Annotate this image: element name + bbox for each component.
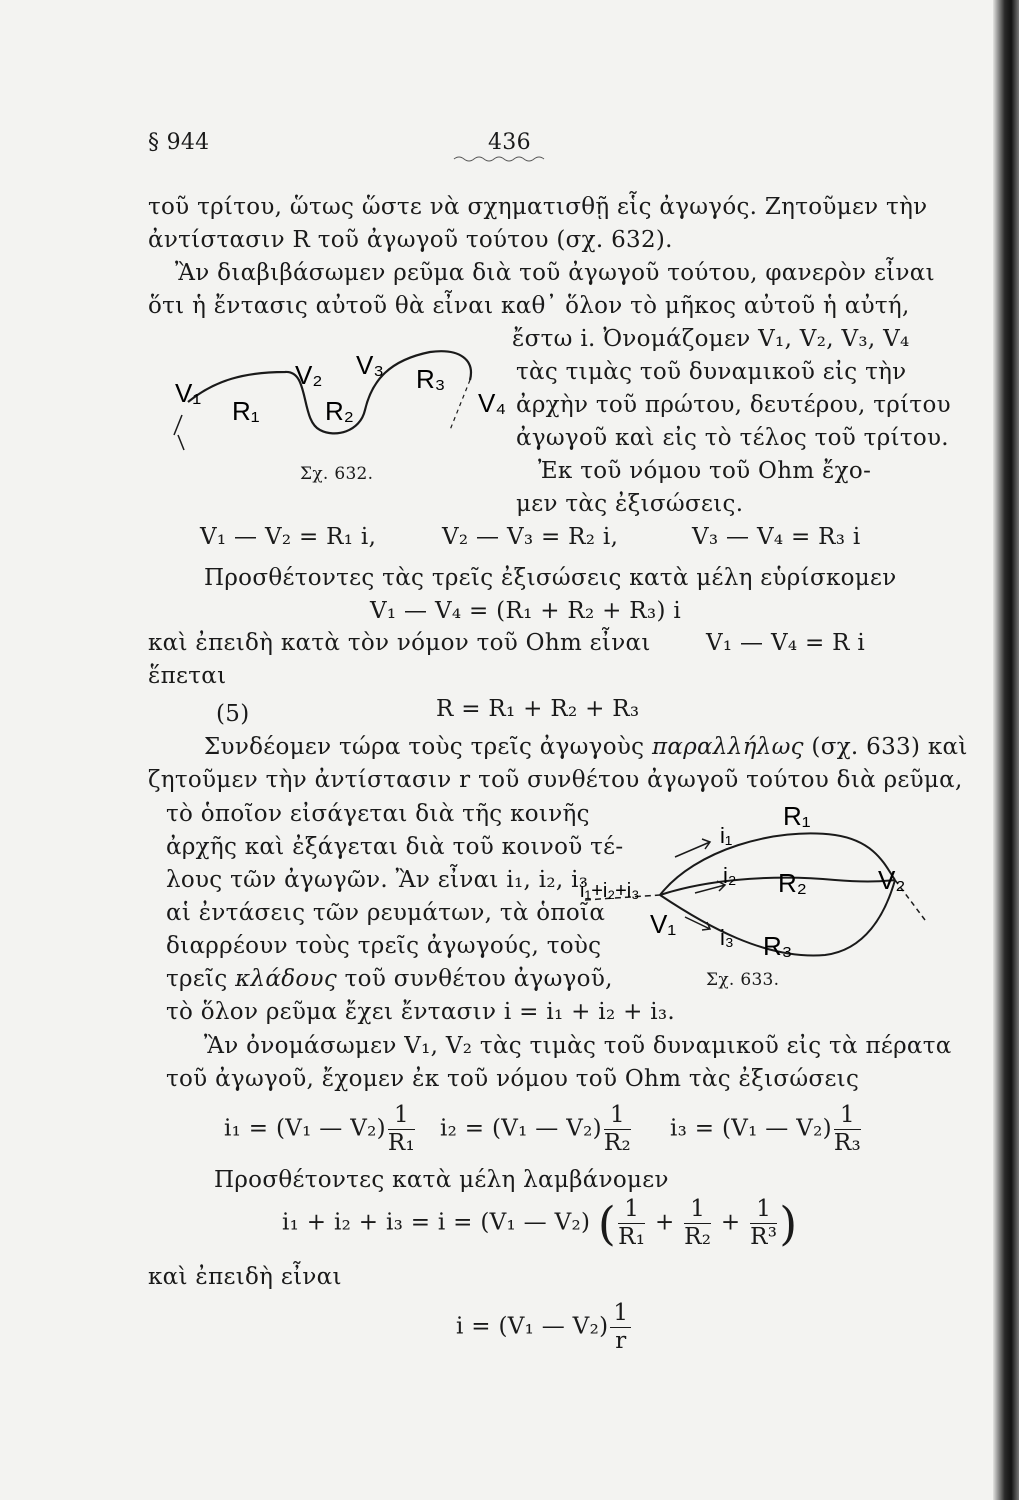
text-line: τοῦ τρίτου, ὥτως ὥστε νὰ σχηματισθῇ εἷς ἀγωγός. Ζητοῦμεν τὴν [148, 194, 928, 220]
equation: R = R₁ + R₂ + R₃ [436, 696, 640, 722]
fig633-label-r3: R₃ [763, 931, 793, 961]
fig633-label-v1: V₁ [650, 909, 677, 939]
text-line: λους τῶν ἀγωγῶν. Ἂν εἶναι i₁, i₂, i₃ [166, 867, 589, 893]
text-line: ἀντίστασιν R τοῦ ἀγωγοῦ τούτου (σχ. 632). [148, 227, 673, 253]
equation: V₁ — V₄ = R i [706, 630, 866, 656]
text-line: ἀρχῆς καὶ ἐξάγεται διὰ τοῦ κοινοῦ τέ- [166, 834, 624, 860]
text-line: μεν τὰς ἐξισώσεις. [516, 491, 744, 517]
text-line: καὶ ἐπειδὴ εἶναι [148, 1264, 342, 1290]
fig633-label-i2: i₂ [723, 863, 737, 888]
equation-sum: i₁ + i₂ + i₃ = i = (V₁ — V₂) ( $\frac{1}{\text{R₁}}$ + $\frac{1}{\text{R₂}}$ + $\frac{1}{\text{R³}}$ ) [282, 1196, 798, 1251]
fig632-label-r3: R₃ [416, 364, 446, 394]
fig632-label-r2: R₂ [325, 396, 354, 426]
fig633-label-i3: i₃ [720, 925, 734, 950]
fig633-label-v2: V₂ [878, 865, 906, 895]
fig633-label-r1: R₁ [783, 801, 811, 831]
figure-633-parallel-conductors [575, 795, 935, 975]
fig633-label-total-current: i₁+i₂+i₃ [580, 880, 640, 902]
emphasis: κλάδους [235, 966, 338, 992]
equation-final: i = (V₁ — V₂) $\frac{1}{r}$ [456, 1302, 633, 1353]
text-line: τὸ ὅλον ρεῦμα ἔχει ἔντασιν i = i₁ + i₂ + i₃. [166, 999, 676, 1025]
emphasis: παραλλήλως [651, 734, 804, 760]
page-number: 436 [488, 130, 531, 155]
equation-number: (5) [216, 701, 250, 727]
text-line: ἀρχὴν τοῦ πρώτου, δευτέρου, τρίτου [516, 392, 951, 418]
text-line: διαρρέουν τοὺς τρεῖς ἀγωγούς, τοὺς [166, 933, 602, 959]
equation: V₃ — V₄ = R₃ i [692, 524, 861, 550]
text-line: ἕπεται [148, 663, 227, 689]
text-line: Ἂν ὀνομάσωμεν V₁, V₂ τὰς τιμὰς τοῦ δυναμικοῦ εἰς τὰ πέρατα [204, 1033, 952, 1059]
text-line: τοῦ ἀγωγοῦ, ἔχομεν ἐκ τοῦ νόμου τοῦ Ohm τὰς ἐξισώσεις [166, 1066, 860, 1092]
fig633-label-i1: i₁ [720, 823, 733, 848]
fig633-label-r2: R₂ [778, 868, 807, 898]
text-line: Ἂν διαβιβάσωμεν ρεῦμα διὰ τοῦ ἀγωγοῦ τούτου, φανερὸν εἶναι [175, 260, 935, 286]
section-number: § 944 [148, 130, 210, 155]
fig632-label-v3: V₃ [356, 350, 384, 380]
text-line: ἔστω i. Ὀνομάζομεν V₁, V₂, V₃, V₄ [512, 326, 910, 352]
text-line: Προσθέτοντες κατὰ μέλη λαμβάνομεν [214, 1167, 669, 1193]
text-line: Προσθέτοντες τὰς τρεῖς ἐξισώσεις κατὰ μέλη εὑρίσκομεν [204, 565, 897, 591]
fig632-label-v1: V₁ [175, 378, 202, 408]
fig632-label-v4: V₄ [478, 388, 506, 418]
text-line: αἱ ἐντάσεις τῶν ρευμάτων, τὰ ὁποῖα [166, 900, 606, 926]
equation-i3: i₃ = (V₁ — V₂) $\frac{1}{\text{R₃}}$ [670, 1102, 862, 1156]
text-line: ὅτι ἡ ἔντασις αὐτοῦ θὰ εἶναι καθ᾽ ὅλον τὸ μῆκος αὐτοῦ ἡ αὐτή, [148, 293, 910, 319]
text-line: ζητοῦμεν τὴν ἀντίστασιν r τοῦ συνθέτου ἀγωγοῦ τούτου διὰ ρεῦμα, [148, 767, 963, 793]
text-line: καὶ ἐπειδὴ κατὰ τὸν νόμον τοῦ Ohm εἶναι [148, 630, 651, 656]
equation: V₂ — V₃ = R₂ i, [442, 524, 619, 550]
text-line: τὰς τιμὰς τοῦ δυναμικοῦ εἰς τὴν [516, 359, 907, 385]
header-ornament [452, 154, 552, 164]
figure-632-series-conductors [160, 340, 510, 460]
equation-i2: i₂ = (V₁ — V₂) $\frac{1}{\text{R₂}}$ [440, 1102, 632, 1156]
text-line: τὸ ὁποῖον εἰσάγεται διὰ τῆς κοινῆς [166, 801, 590, 827]
text-line: Ἐκ τοῦ νόμου τοῦ Ohm ἔχο- [538, 458, 872, 484]
text-line: τρεῖς κλάδους τοῦ συνθέτου ἀγωγοῦ, [166, 966, 613, 992]
book-binding-edge [993, 0, 1019, 1500]
equation: V₁ — V₄ = (R₁ + R₂ + R₃) i [370, 598, 681, 624]
text-line: ἀγωγοῦ καὶ εἰς τὸ τέλος τοῦ τρίτου. [516, 425, 949, 451]
text-line: Συνδέομεν τώρα τοὺς τρεῖς ἀγωγοὺς παραλλήλως (σχ. 633) καὶ [204, 734, 968, 760]
fig632-label-r1: R₁ [232, 396, 260, 426]
fig632-label-v2: V₂ [295, 360, 323, 390]
figure-632-caption: Σχ. 632. [300, 464, 374, 484]
figure-633-caption: Σχ. 633. [706, 970, 780, 990]
equation: V₁ — V₂ = R₁ i, [200, 524, 377, 550]
equation-i1: i₁ = (V₁ — V₂) $\frac{1}{\text{R₁}}$ [224, 1102, 416, 1156]
